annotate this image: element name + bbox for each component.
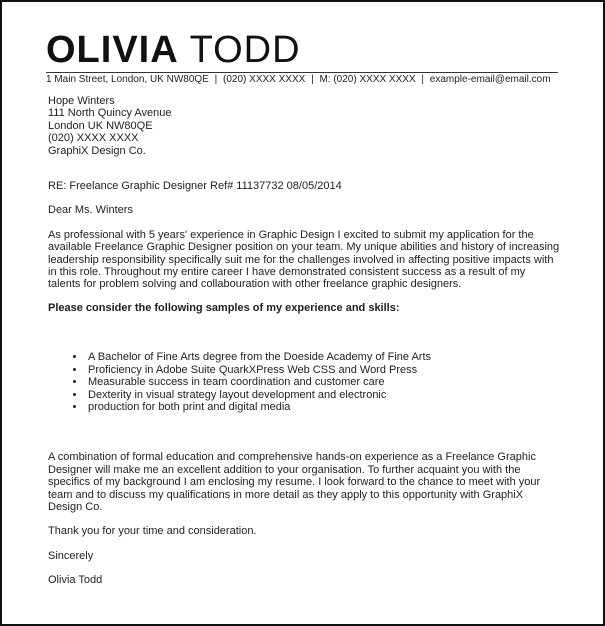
recipient-street: 111 North Quincy Avenue: [48, 107, 172, 120]
sender-last-name: TODD: [189, 29, 301, 71]
reference-line: RE: Freelance Graphic Designer Ref# 11137732 08/05/2014: [48, 180, 342, 193]
list-item: • A Bachelor of Fine Arts degree from the Doeside Academy of Fine Arts: [86, 351, 560, 363]
closing-paragraph: A combination of formal education and comprehensive hands-on experience as a Freelance Graphic Designer will make me an excellent addition to your organisation. To further acquaint you with the specifics of my background I am enclosing my resume. I look forward to the chance to meet with your team and to discuss my qualifications in more detail as they apply to this opportunity with GraphiX Design Co.: [48, 451, 541, 513]
sender-contact-line: [46, 73, 551, 86]
sender-email: example-email@email.com: [429, 74, 551, 85]
recipient-block: [48, 95, 560, 157]
list-item: • production for both print and digital media: [86, 401, 560, 413]
contact-separator: |: [214, 74, 218, 85]
opening-paragraph: As professional with 5 years' experience in Graphic Design I excited to submit my application for the available Freelance Graphic Designer position on your team. My unique abilities and history of increasing leadership responsibility specifically suit me for the challenges involved in affecting positive impacts with in this role. Throughout my entire career I have demonstrated consistent success as a result of my talents for problem solving and collabouration with other freelance graphic designers.: [48, 228, 560, 291]
sender-address: 1 Main Street, London, UK NW80QE: [46, 74, 209, 85]
skills-intro: Please consider the following samples of my experience and skills:: [48, 301, 400, 314]
sender-first-name: OLIVIA: [46, 29, 179, 71]
complimentary-close: Sincerely: [48, 549, 94, 562]
thanks-line: Thank you for your time and consideration.: [48, 525, 257, 538]
recipient-name: Hope Winters: [48, 95, 115, 107]
sender-phone: (020) XXXX XXXX: [223, 74, 306, 85]
list-item: • Proficiency in Adobe Suite QuarkXPress Web CSS and Word Press: [86, 364, 560, 376]
sender-mobile: M: (020) XXXX XXXX: [319, 74, 416, 85]
recipient-phone: (020) XXXX XXXX: [48, 132, 139, 145]
skills-list: [48, 351, 560, 413]
recipient-company: GraphiX Design Co.: [48, 144, 146, 157]
letter-body: [48, 95, 560, 587]
contact-separator: |: [311, 74, 314, 85]
recipient-city: London UK NW80QE: [48, 119, 153, 132]
salutation: Dear Ms. Winters: [48, 204, 133, 217]
contact-separator: |: [421, 74, 425, 85]
sender-name: [46, 26, 301, 74]
list-item: • Dexterity in visual strategy layout development and electronic: [86, 389, 560, 401]
signature-name: Olivia Todd: [48, 574, 103, 587]
list-item: • Measurable success in team coordination and customer care: [86, 376, 560, 388]
